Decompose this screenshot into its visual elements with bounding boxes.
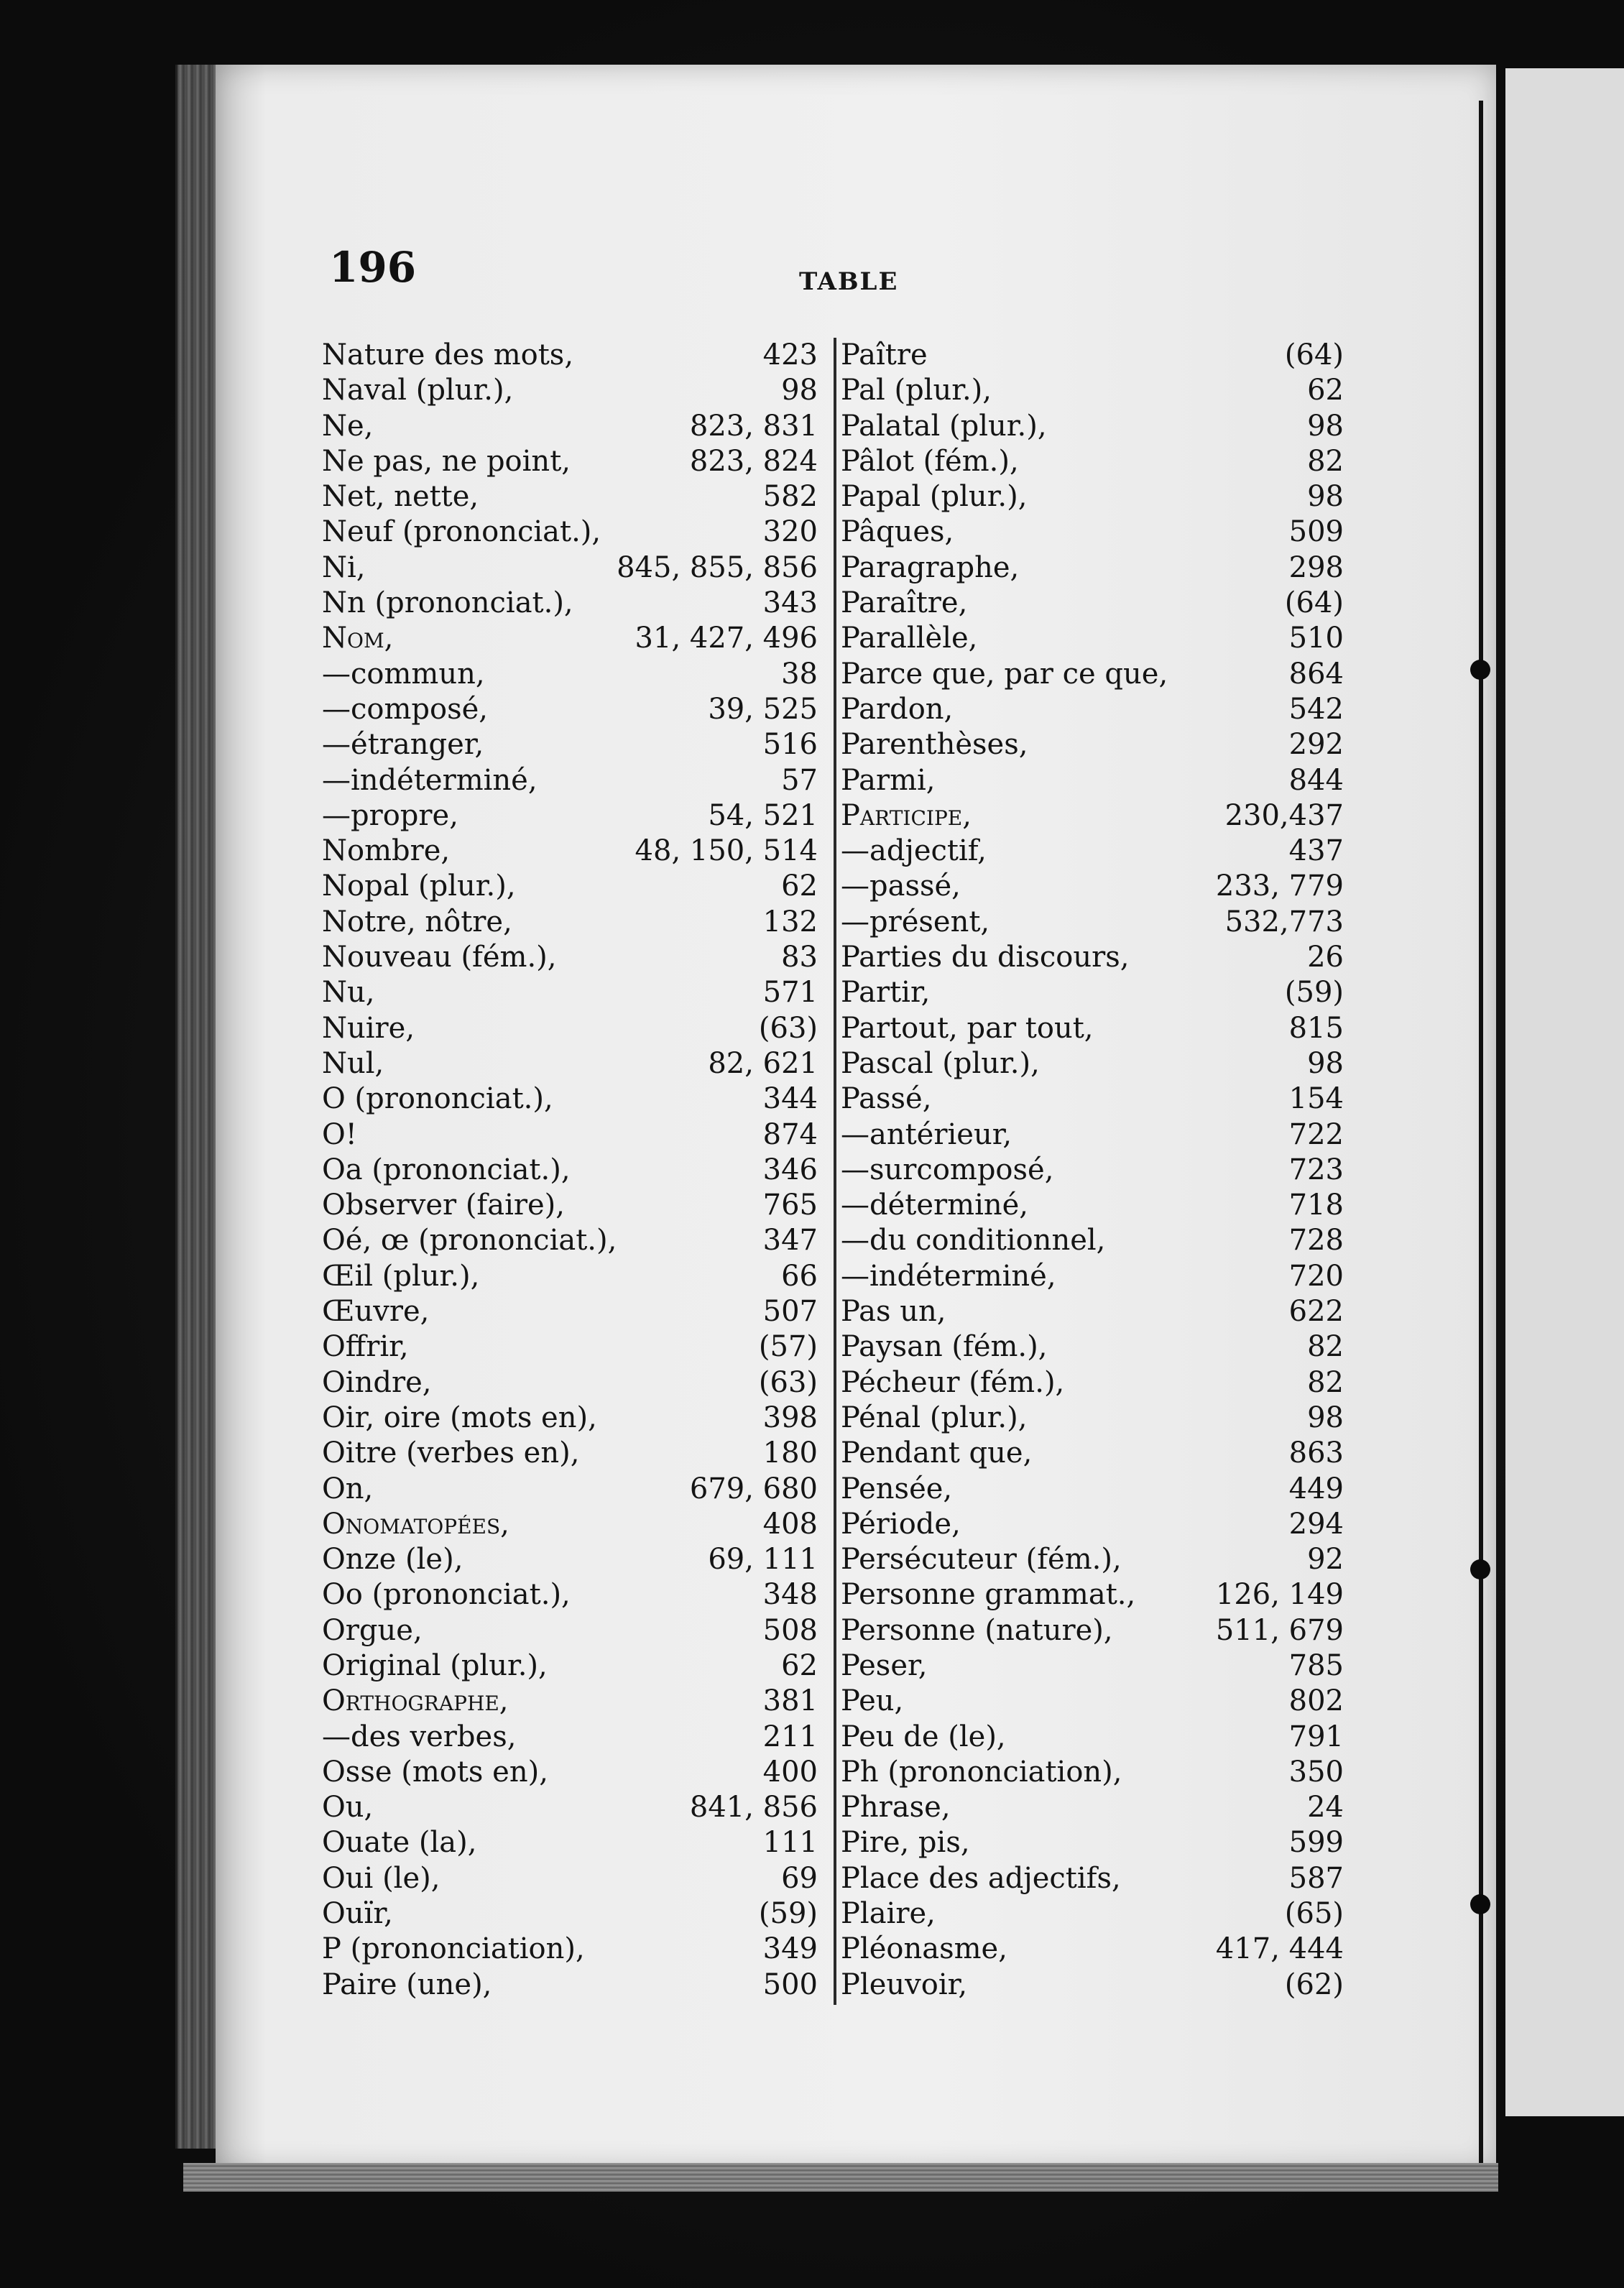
index-entry (322, 1684, 818, 1719)
index-column-left (322, 338, 818, 2003)
index-term: —étranger, (322, 728, 484, 762)
index-page-refs: 510 (1288, 622, 1344, 655)
index-entry (841, 1825, 1344, 1860)
index-page-refs: 844 (1288, 763, 1344, 797)
index-page-refs: 69 (781, 1861, 818, 1895)
index-term: —surcomposé, (841, 1153, 1054, 1186)
index-term: —présent, (841, 905, 990, 938)
index-entry (322, 1932, 818, 1967)
index-entry (841, 1507, 1344, 1542)
index-term: Onze (le), (322, 1543, 463, 1577)
binding-stitch (1470, 1894, 1490, 1914)
index-page-refs: (64) (1284, 338, 1344, 372)
index-term: Oa (prononciat.), (322, 1153, 571, 1186)
index-page-refs: 98 (1307, 480, 1344, 514)
index-entry (322, 1046, 818, 1081)
index-term: Pleuvoir, (841, 1968, 968, 2001)
index-entry (841, 373, 1344, 408)
index-page-refs: 62 (1307, 374, 1344, 407)
index-page-refs: 863 (1288, 1436, 1344, 1470)
index-entry (322, 1507, 818, 1542)
index-page-refs: 802 (1288, 1684, 1344, 1718)
index-page-refs: 83 (781, 941, 818, 974)
index-term: Nn (prononciat.), (322, 586, 573, 620)
index-entry (841, 1365, 1344, 1401)
index-entry (841, 1542, 1344, 1577)
index-entry (322, 1472, 818, 1507)
index-entry (322, 727, 818, 762)
index-entry (322, 1755, 818, 1790)
index-entry (322, 1081, 818, 1117)
index-page-refs: 720 (1288, 1259, 1344, 1293)
index-entry (841, 586, 1344, 621)
index-entry (322, 1117, 818, 1153)
index-page-refs: 864 (1288, 657, 1344, 691)
index-page-refs: 845, 855, 856 (617, 550, 818, 584)
index-term: Oé, œ (prononciat.), (322, 1224, 617, 1258)
index-entry (841, 1755, 1344, 1790)
index-page-refs: 298 (1288, 550, 1344, 584)
index-entry (841, 798, 1344, 834)
index-term: —indéterminé, (322, 763, 538, 797)
index-page-refs: (57) (758, 1330, 818, 1364)
index-page-refs: 69, 111 (708, 1543, 818, 1577)
index-entry (322, 621, 818, 656)
index-entry (322, 550, 818, 586)
index-page-refs: 679, 680 (689, 1472, 818, 1505)
index-page-refs: 62 (781, 1648, 818, 1682)
index-entry (841, 1081, 1344, 1117)
index-page-refs: 516 (762, 728, 818, 762)
index-term: Naval (plur.), (322, 374, 514, 407)
column-divider (834, 338, 836, 2005)
index-page-refs: 571 (762, 976, 818, 1010)
index-page-refs: 82 (1307, 1365, 1344, 1399)
index-page-refs: 230,437 (1224, 798, 1344, 832)
index-entry (841, 975, 1344, 1010)
index-page-refs: 423 (762, 338, 818, 372)
index-page-refs: 408 (762, 1507, 818, 1541)
index-term: Nu, (322, 976, 375, 1010)
index-term: Nouveau (fém.), (322, 941, 557, 974)
index-entry (841, 869, 1344, 904)
index-page-refs: (65) (1284, 1897, 1344, 1931)
index-page-refs: 509 (1288, 515, 1344, 549)
index-term: O! (322, 1117, 357, 1151)
index-page-refs: 154 (1288, 1082, 1344, 1116)
index-entry (841, 657, 1344, 692)
index-page-refs: 511, 679 (1215, 1613, 1344, 1647)
index-entry (841, 692, 1344, 727)
index-page-refs: 582 (762, 480, 818, 514)
index-term: Paire (une), (322, 1968, 492, 2001)
index-term: Pardon, (841, 692, 954, 726)
index-term: Oindre, (322, 1365, 432, 1399)
index-entry (841, 940, 1344, 975)
page-bottom-edge (183, 2163, 1498, 2192)
index-page-refs: 398 (762, 1401, 818, 1434)
index-entry (841, 479, 1344, 515)
index-term: Paître (841, 338, 928, 372)
index-page-refs: 211 (762, 1720, 818, 1753)
index-page-refs: 532,773 (1224, 905, 1344, 938)
index-entry (841, 1613, 1344, 1648)
index-term: Nuire, (322, 1011, 415, 1045)
index-entry (322, 586, 818, 621)
index-entry (322, 1790, 818, 1825)
index-term: Nom, (322, 622, 394, 655)
index-term: Participe, (841, 798, 972, 832)
index-entry (322, 798, 818, 834)
index-page-refs: 98 (781, 374, 818, 407)
index-term: Palatal (plur.), (841, 409, 1047, 443)
index-term: Oo (prononciat.), (322, 1578, 571, 1612)
index-entry (841, 905, 1344, 940)
index-entry (841, 1790, 1344, 1825)
index-page-refs: 62 (781, 869, 818, 903)
index-term: Ouïr, (322, 1897, 393, 1931)
index-page-refs: (59) (758, 1897, 818, 1931)
index-page-refs: 31, 427, 496 (635, 622, 818, 655)
index-term: Peu de (le), (841, 1720, 1006, 1753)
index-page-refs: 350 (1288, 1755, 1344, 1789)
index-page-refs: 82 (1307, 444, 1344, 478)
index-page-refs: 508 (762, 1613, 818, 1647)
index-entry (322, 1329, 818, 1365)
index-page-refs: 823, 824 (689, 444, 818, 478)
index-page-refs: 785 (1288, 1648, 1344, 1682)
index-page-refs: 126, 149 (1215, 1578, 1344, 1612)
index-page-refs: (63) (758, 1365, 818, 1399)
index-entry (841, 1648, 1344, 1684)
index-term: Persécuteur (fém.), (841, 1543, 1122, 1577)
index-term: Pâlot (fém.), (841, 444, 1019, 478)
index-page-refs: 841, 856 (689, 1791, 818, 1825)
index-term: Partir, (841, 976, 931, 1010)
index-entry (841, 1046, 1344, 1081)
index-term: Orgue, (322, 1613, 423, 1647)
index-term: Peu, (841, 1684, 904, 1718)
index-page-refs: 66 (781, 1259, 818, 1293)
index-entry (322, 692, 818, 727)
index-page-refs: 24 (1307, 1791, 1344, 1825)
index-entry (322, 1648, 818, 1684)
index-entry (322, 940, 818, 975)
index-entry (322, 657, 818, 692)
index-term: Pendant que, (841, 1436, 1033, 1470)
index-term: Pascal (plur.), (841, 1046, 1040, 1080)
index-term: —adjectif, (841, 834, 987, 868)
index-term: Pâques, (841, 515, 954, 549)
index-term: —composé, (322, 692, 489, 726)
index-term: Parties du discours, (841, 941, 1130, 974)
index-entry (322, 1259, 818, 1294)
index-entry (841, 1684, 1344, 1719)
index-entry (322, 338, 818, 373)
index-term: Passé, (841, 1082, 932, 1116)
index-term: Parce que, par ce que, (841, 657, 1168, 691)
index-term: Ne pas, ne point, (322, 444, 571, 478)
index-entry (841, 550, 1344, 586)
index-term: Pénal (plur.), (841, 1401, 1028, 1434)
index-entry (322, 1153, 818, 1188)
index-term: Parmi, (841, 763, 936, 797)
index-page-refs: 400 (762, 1755, 818, 1789)
index-entry (322, 1720, 818, 1755)
index-entry (322, 975, 818, 1010)
index-entry (322, 1968, 818, 2003)
index-entry (841, 1401, 1344, 1436)
index-page-refs: 82 (1307, 1330, 1344, 1364)
index-page-refs: 622 (1288, 1295, 1344, 1329)
index-term: On, (322, 1472, 374, 1505)
index-page-refs: 507 (762, 1295, 818, 1329)
index-entry (841, 1720, 1344, 1755)
index-term: Paysan (fém.), (841, 1330, 1048, 1364)
index-term: Nopal (plur.), (322, 869, 516, 903)
index-term: Œuvre, (322, 1295, 430, 1329)
index-page-refs: 500 (762, 1968, 818, 2001)
index-entry (841, 338, 1344, 373)
binding-stitch (1470, 660, 1490, 680)
index-entry (841, 763, 1344, 798)
index-page-refs: 294 (1288, 1507, 1344, 1541)
index-entry (841, 1896, 1344, 1932)
index-term: —propre, (322, 798, 458, 832)
index-entry (841, 1577, 1344, 1613)
index-entry (841, 1223, 1344, 1258)
index-page-refs: 449 (1288, 1472, 1344, 1505)
index-entry (841, 1011, 1344, 1046)
index-entry (322, 479, 818, 515)
index-term: Parenthèses, (841, 728, 1028, 762)
index-term: Phrase, (841, 1791, 951, 1825)
index-page-refs: 815 (1288, 1011, 1344, 1045)
index-term: —passé, (841, 869, 961, 903)
index-term: Partout, par tout, (841, 1011, 1094, 1045)
index-term: Osse (mots en), (322, 1755, 548, 1789)
page-number: 196 (329, 243, 417, 292)
index-page-refs: (62) (1284, 1968, 1344, 2001)
index-term: Oitre (verbes en), (322, 1436, 580, 1470)
index-term: —des verbes, (322, 1720, 517, 1753)
index-term: Notre, nôtre, (322, 905, 512, 938)
index-term: Pal (plur.), (841, 374, 992, 407)
index-term: Nul, (322, 1046, 384, 1080)
index-entry (841, 1436, 1344, 1471)
index-page-refs: 347 (762, 1224, 818, 1258)
index-term: P (prononciation), (322, 1932, 585, 1966)
index-term: Onomatopées, (322, 1507, 509, 1541)
index-entry (322, 869, 818, 904)
index-entry (322, 515, 818, 550)
index-entry (841, 1472, 1344, 1507)
index-page-refs: 542 (1288, 692, 1344, 726)
index-page-refs: 98 (1307, 1046, 1344, 1080)
index-entry (322, 905, 818, 940)
index-term: Ne, (322, 409, 374, 443)
index-page-refs: (59) (1284, 976, 1344, 1010)
binding-line (1479, 101, 1483, 2163)
index-page-refs: 349 (762, 1932, 818, 1966)
index-page-refs: 92 (1307, 1543, 1344, 1577)
index-entry (841, 621, 1344, 656)
index-entry (841, 1294, 1344, 1329)
index-entry (322, 1294, 818, 1329)
index-term: —antérieur, (841, 1117, 1012, 1151)
index-column-right (841, 338, 1344, 2003)
index-term: Orthographe, (322, 1684, 509, 1718)
index-entry (322, 1401, 818, 1436)
index-term: Nombre, (322, 834, 451, 868)
index-page-refs: 38 (781, 657, 818, 691)
index-entry (322, 834, 818, 869)
index-page-refs: 54, 521 (708, 798, 818, 832)
index-term: Observer (faire), (322, 1189, 565, 1222)
index-page-refs: 823, 831 (689, 409, 818, 443)
index-term: Ouate (la), (322, 1826, 477, 1860)
index-entry (322, 1188, 818, 1223)
index-page-refs: 320 (762, 515, 818, 549)
index-page-refs: (63) (758, 1011, 818, 1045)
index-term: Pire, pis, (841, 1826, 970, 1860)
index-entry (841, 1329, 1344, 1365)
index-entry (322, 409, 818, 444)
index-page-refs: 765 (762, 1189, 818, 1222)
index-entry (841, 1188, 1344, 1223)
index-entry (322, 1365, 818, 1401)
index-page-refs: 381 (762, 1684, 818, 1718)
index-entry (841, 1968, 1344, 2003)
index-entry (322, 1861, 818, 1896)
index-page-refs: 57 (781, 763, 818, 797)
binding-stitch (1470, 1559, 1490, 1579)
index-page-refs: 180 (762, 1436, 818, 1470)
index-page-refs: 348 (762, 1578, 818, 1612)
index-term: Plaire, (841, 1897, 936, 1931)
index-page-refs: 39, 525 (708, 692, 818, 726)
running-head: TABLE (799, 267, 899, 296)
index-page-refs: 437 (1288, 834, 1344, 868)
index-term: Oir, oire (mots en), (322, 1401, 597, 1434)
index-page-refs: 587 (1288, 1861, 1344, 1895)
index-entry (841, 834, 1344, 869)
index-term: —commun, (322, 657, 485, 691)
index-entry (841, 727, 1344, 762)
index-term: Place des adjectifs, (841, 1861, 1121, 1895)
index-page-refs: 82, 621 (708, 1046, 818, 1080)
index-term: Net, nette, (322, 480, 479, 514)
index-entry (841, 1117, 1344, 1153)
index-entry (841, 1861, 1344, 1896)
index-entry (841, 1259, 1344, 1294)
index-term: Ou, (322, 1791, 374, 1825)
index-entry (841, 1153, 1344, 1188)
index-entry (322, 763, 818, 798)
index-entry (322, 1436, 818, 1471)
index-term: Papal (plur.), (841, 480, 1028, 514)
index-page-refs: 718 (1288, 1189, 1344, 1222)
index-term: Ni, (322, 550, 366, 584)
index-entry (841, 1932, 1344, 1967)
index-entry (841, 444, 1344, 479)
index-term: Pléonasme, (841, 1932, 1007, 1966)
index-term: Paraître, (841, 586, 968, 620)
index-term: Original (plur.), (322, 1648, 548, 1682)
index-page-refs: 346 (762, 1153, 818, 1186)
facing-page-edge (1505, 68, 1624, 2116)
index-term: O (prononciat.), (322, 1082, 553, 1116)
index-page-refs: 233, 779 (1215, 869, 1344, 903)
index-term: Période, (841, 1507, 961, 1541)
index-term: —déterminé, (841, 1189, 1029, 1222)
index-entry (322, 1223, 818, 1258)
index-term: Personne grammat., (841, 1578, 1136, 1612)
index-term: Pas un, (841, 1295, 946, 1329)
index-page-refs: 723 (1288, 1153, 1344, 1186)
index-term: —du conditionnel, (841, 1224, 1106, 1258)
index-page-refs: 344 (762, 1082, 818, 1116)
index-term: Neuf (prononciat.), (322, 515, 601, 549)
index-page-refs: 111 (762, 1826, 818, 1860)
index-page-refs: 599 (1288, 1826, 1344, 1860)
index-entry (322, 1542, 818, 1577)
index-term: Parallèle, (841, 622, 978, 655)
index-page-refs: 292 (1288, 728, 1344, 762)
index-entry (322, 1896, 818, 1932)
index-term: Peser, (841, 1648, 928, 1682)
index-page-refs: 728 (1288, 1224, 1344, 1258)
index-page-refs: (64) (1284, 586, 1344, 620)
index-entry (322, 1613, 818, 1648)
index-term: Pécheur (fém.), (841, 1365, 1065, 1399)
index-page-refs: 98 (1307, 1401, 1344, 1434)
index-term: Personne (nature), (841, 1613, 1113, 1647)
index-page-refs: 791 (1288, 1720, 1344, 1753)
index-term: Pensée, (841, 1472, 953, 1505)
index-entry (322, 1011, 818, 1046)
index-page-refs: 417, 444 (1215, 1932, 1344, 1966)
index-term: Offrir, (322, 1330, 409, 1364)
index-page-refs: 98 (1307, 409, 1344, 443)
index-entry (322, 373, 818, 408)
index-term: Oui (le), (322, 1861, 440, 1895)
index-term: Paragraphe, (841, 550, 1020, 584)
index-entry (322, 1825, 818, 1860)
index-page-refs: 874 (762, 1117, 818, 1151)
index-entry (841, 409, 1344, 444)
index-term: —indéterminé, (841, 1259, 1056, 1293)
index-entry (322, 444, 818, 479)
index-page-refs: 48, 150, 514 (635, 834, 818, 868)
index-page-refs: 26 (1307, 941, 1344, 974)
index-term: Nature des mots, (322, 338, 574, 372)
index-entry (841, 515, 1344, 550)
index-page-refs: 132 (762, 905, 818, 938)
index-term: Ph (prononciation), (841, 1755, 1122, 1789)
index-page-refs: 722 (1288, 1117, 1344, 1151)
index-page-refs: 343 (762, 586, 818, 620)
index-entry (322, 1577, 818, 1613)
index-term: Œil (plur.), (322, 1259, 480, 1293)
